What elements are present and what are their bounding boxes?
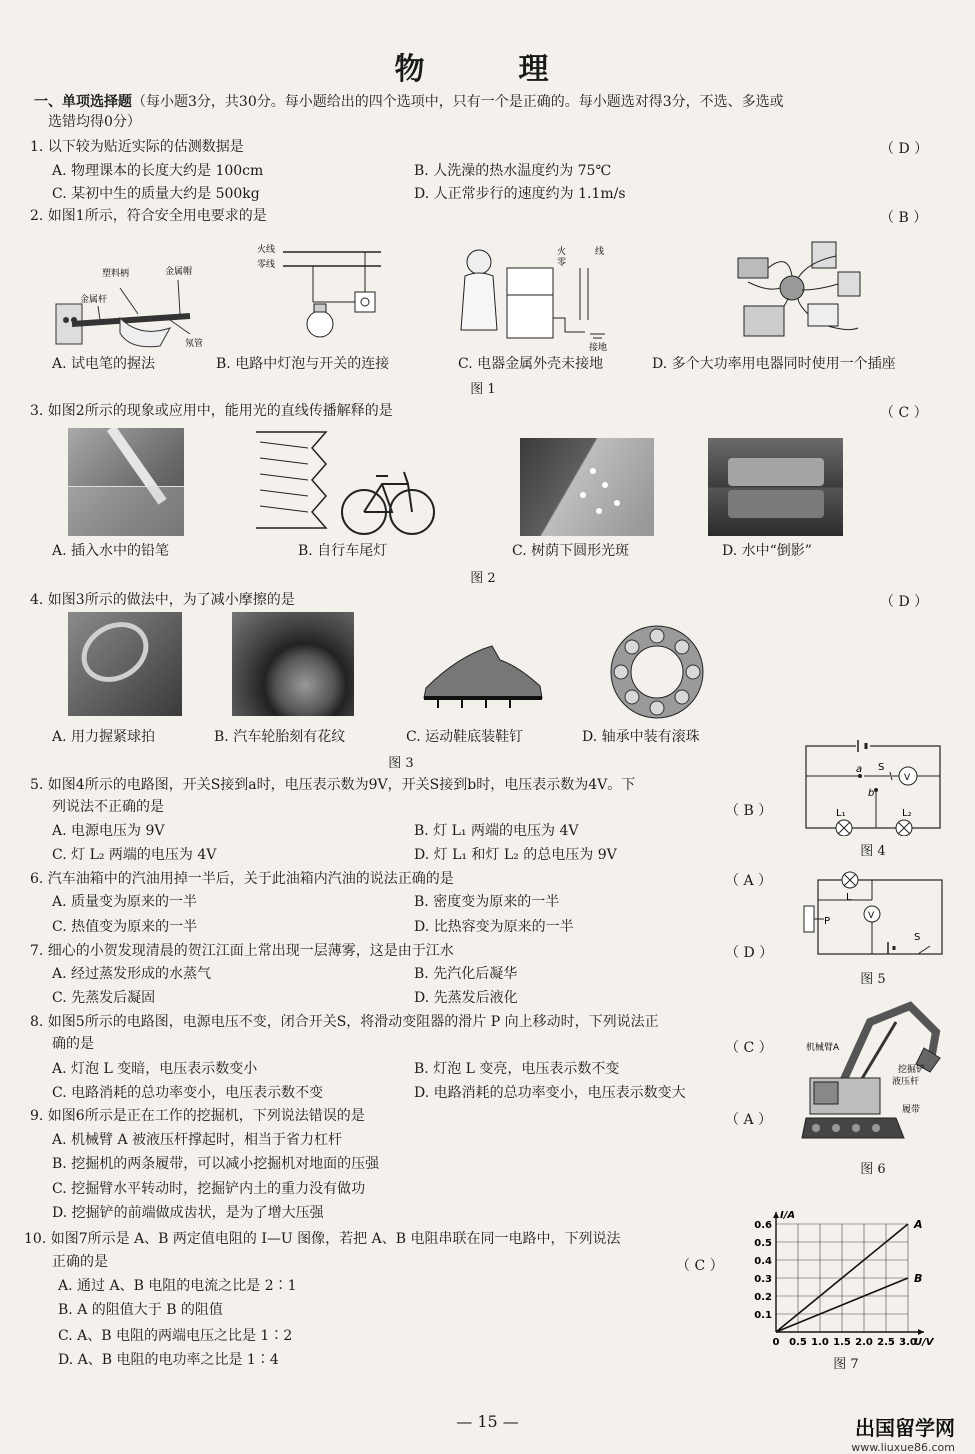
label-track: 履带 (902, 1105, 921, 1115)
q7-option-a: A. 经过蒸发形成的水蒸气 (52, 966, 212, 982)
y-tick-label: 0.6 (754, 1220, 772, 1231)
label-neon-tube: 氖管 (185, 339, 204, 349)
q1-stem: 1. 以下较为贴近实际的估测数据是 (30, 139, 244, 155)
y-tick-label: 0.2 (754, 1292, 772, 1303)
x-tick-label: 3.0 (899, 1337, 917, 1348)
q3-option-d: D. 水中“倒影” (722, 543, 812, 559)
label-b: b (868, 788, 875, 799)
label-neutral-wire: 零线 (257, 260, 276, 270)
label-s: S (914, 932, 921, 943)
label-live: 火 (557, 247, 567, 257)
q3-option-c: C. 树荫下圆形光斑 (512, 543, 630, 559)
y-axis-arrow (773, 1212, 779, 1218)
q7-answer: （ D ） (725, 945, 774, 961)
x-tick-label: 0.5 (789, 1337, 807, 1348)
label-l2: L₂ (902, 808, 912, 819)
photo-tree-shade-light-spots (520, 438, 654, 536)
q7-stem: 7. 细心的小贺发现清晨的贺江江面上常出现一层薄雾，这是由于江水 (30, 943, 454, 959)
x-tick-label: 1.0 (811, 1337, 829, 1348)
q5-option-a: A. 电源电压为 9V (52, 823, 165, 839)
section-header (34, 92, 949, 132)
label-l1: L₁ (836, 808, 846, 819)
q8-answer: （ C ） (725, 1040, 773, 1056)
figure-5-circuit (798, 870, 948, 962)
label-hydraulic-cylinder: 液压杆 (892, 1077, 920, 1087)
q10-option-c: C. A、B 电阻的两端电压之比是 1∶2 (58, 1328, 293, 1344)
q10-answer: （ C ） (676, 1258, 724, 1274)
q10-stem-2: 正确的是 (52, 1254, 108, 1270)
q6-option-b: B. 密度变为原来的一半 (414, 894, 560, 910)
q5-option-d: D. 灯 L₁ 和灯 L₂ 的总电压为 9V (414, 847, 617, 863)
q8-stem: 8. 如图5所示的电路图，电源电压不变，闭合开关S，将滑动变阻器的滑片 P 向上移动时，下列说法正 (30, 1014, 659, 1030)
q2-option-d: D. 多个大功率用电器同时使用一个插座 (652, 356, 896, 372)
q3-option-b: B. 自行车尾灯 (298, 543, 388, 559)
watermark-line-2: www.liuxue86.com (851, 1441, 955, 1454)
section-instructions: （每小题3分，共30分。每小题给出的四个选项中，只有一个是正确的。每小题选对得3分，不选、多选或 (132, 94, 784, 110)
label-voltmeter: V (868, 911, 875, 921)
photo-gripping-racket (68, 612, 182, 716)
q2-option-c: C. 电器金属外壳未接地 (458, 356, 604, 372)
figure-3-caption: 图 3 (388, 756, 414, 771)
q9-answer: （ A ） (725, 1112, 773, 1128)
q6-stem: 6. 汽车油箱中的汽油用掉一半后，关于此油箱内汽油的说法正确的是 (30, 871, 454, 887)
q8-option-d: D. 电路消耗的总功率变小，电压表示数变大 (414, 1085, 686, 1101)
q2-stem: 2. 如图1所示，符合安全用电要求的是 (30, 208, 267, 224)
label-ground: 接地 (589, 343, 608, 352)
q7-option-d: D. 先蒸发后液化 (414, 990, 518, 1006)
q5-option-c: C. 灯 L₂ 两端的电压为 4V (52, 847, 217, 863)
label-l: L (846, 892, 852, 903)
q3-option-a: A. 插入水中的铅笔 (52, 543, 170, 559)
q2-option-b: B. 电路中灯泡与开关的连接 (216, 356, 390, 372)
label-p: P (824, 916, 831, 927)
q1-answer: （ D ） (880, 141, 929, 157)
series-label-b: B (914, 1272, 923, 1285)
q4-option-c: C. 运动鞋底装鞋钉 (406, 729, 524, 745)
q10-option-d: D. A、B 电阻的电功率之比是 1∶4 (58, 1352, 279, 1368)
figure-1a-test-pen (50, 258, 210, 350)
q2-answer: （ B ） (880, 210, 928, 226)
q8-stem-2: 确的是 (52, 1036, 94, 1052)
q8-option-c: C. 电路消耗的总功率变小，电压表示数不变 (52, 1085, 324, 1101)
figure-1-caption: 图 1 (470, 382, 496, 397)
x-axis-arrow (918, 1329, 924, 1335)
q9-option-b: B. 挖掘机的两条履带，可以减小挖掘机对地面的压强 (52, 1156, 380, 1172)
q1-option-b: B. 人洗澡的热水温度约为 75℃ (414, 163, 612, 179)
page-number: — 15 — (456, 1412, 519, 1431)
q5-stem-2: 列说法不正确的是 (52, 799, 164, 815)
label-metal-rod: 金属杆 (80, 295, 108, 305)
label-plastic-handle: 塑料柄 (102, 269, 130, 279)
section-instructions-2: 选错均得0分） (48, 114, 141, 130)
q4-option-d: D. 轴承中装有滚珠 (582, 729, 700, 745)
watermark (851, 1412, 955, 1454)
q9-option-c: C. 挖掘臂水平转动时，挖掘铲内土的重力没有做功 (52, 1181, 366, 1197)
q3-answer: （ C ） (880, 405, 928, 421)
figure-7-caption: 图 7 (833, 1357, 859, 1372)
section-heading: 一、单项选择题 (34, 94, 132, 110)
q6-option-a: A. 质量变为原来的一半 (52, 894, 198, 910)
page-title: 物 理 (394, 52, 581, 87)
q7-option-b: B. 先汽化后凝华 (414, 966, 518, 982)
label-voltmeter: V (904, 773, 911, 783)
q5-stem: 5. 如图4所示的电路图，开关S接到a时，电压表示数为9V，开关S接到b时，电压表示数为4V。下 (30, 777, 636, 793)
figure-4-caption: 图 4 (860, 844, 886, 859)
figure-1c-appliance-ungrounded (445, 240, 615, 352)
label-mechanical-arm: 机械臂A (806, 1043, 840, 1053)
figure-7-iu-chart (742, 1204, 952, 1352)
label-bucket: 挖掘铲 (898, 1065, 926, 1075)
label-live-wire: 火线 (257, 245, 276, 255)
q4-answer: （ D ） (880, 594, 929, 610)
figure-6-caption: 图 6 (860, 1162, 886, 1177)
q10-option-a: A. 通过 A、B 电阻的电流之比是 2∶1 (58, 1278, 297, 1294)
q7-option-c: C. 先蒸发后凝固 (52, 990, 156, 1006)
q8-option-a: A. 灯泡 L 变暗，电压表示数变小 (52, 1061, 258, 1077)
q9-stem: 9. 如图6所示是正在工作的挖掘机，下列说法错误的是 (30, 1108, 365, 1124)
label-a: a (856, 764, 863, 775)
q9-option-a: A. 机械臂 A 被液压杆撑起时，相当于省力杠杆 (52, 1132, 343, 1148)
x-tick-label: 2.5 (877, 1337, 895, 1348)
figure-5-caption: 图 5 (860, 972, 886, 987)
figure-2b-bicycle-reflector (252, 428, 437, 540)
label-neutral: 零 (557, 258, 567, 268)
watermark-line-1: 出国留学网 (855, 1416, 955, 1440)
figure-6-excavator (800, 992, 948, 1152)
q4-option-a: A. 用力握紧球拍 (52, 729, 156, 745)
y-tick-label: 0.3 (754, 1274, 772, 1285)
figure-3c-spiked-shoe (418, 636, 548, 716)
label-metal-cap: 金属帽 (165, 267, 193, 277)
photo-pencil-in-water (68, 428, 184, 536)
q2-option-a: A. 试电笔的握法 (52, 356, 156, 372)
photo-water-reflection (708, 438, 843, 536)
y-tick-label: 0.1 (754, 1310, 772, 1321)
figure-2-caption: 图 2 (470, 571, 496, 586)
label-s: S (878, 762, 885, 773)
x-tick-label: 2.0 (855, 1337, 873, 1348)
y-tick-label: 0.5 (754, 1238, 772, 1249)
q5-answer: （ B ） (725, 803, 773, 819)
q6-option-c: C. 热值变为原来的一半 (52, 919, 198, 935)
x-axis-label: U/V (914, 1337, 934, 1348)
figure-1b-bulb-switch (253, 240, 383, 345)
q5-option-b: B. 灯 L₁ 两端的电压为 4V (414, 823, 579, 839)
q10-option-b: B. A 的阻值大于 B 的阻值 (58, 1302, 223, 1318)
q1-option-d: D. 人正常步行的速度约为 1.1m/s (414, 186, 626, 202)
figure-3d-ball-bearing (605, 622, 709, 722)
y-tick-label: 0.4 (754, 1256, 772, 1267)
q4-stem: 4. 如图3所示的做法中，为了减小摩擦的是 (30, 592, 295, 608)
label-wire: 线 (595, 247, 605, 257)
series-label-a: A (914, 1218, 923, 1231)
figure-1d-overloaded-socket (728, 232, 868, 344)
q10-stem: 10. 如图7所示是 A、B 两定值电阻的 I—U 图像，若把 A、B 电阻串联在同一电路中，下列说法 (24, 1231, 621, 1247)
q8-option-b: B. 灯泡 L 变亮，电压表示数不变 (414, 1061, 620, 1077)
x-tick-label: 0 (772, 1337, 780, 1348)
photo-tire-tread (232, 612, 354, 716)
figure-4-circuit (798, 738, 948, 836)
q1-option-c: C. 某初中生的质量大约是 500kg (52, 186, 260, 202)
y-axis-label: I/A (780, 1210, 796, 1221)
q4-option-b: B. 汽车轮胎刻有花纹 (214, 729, 346, 745)
q6-option-d: D. 比热容变为原来的一半 (414, 919, 574, 935)
q6-answer: （ A ） (725, 873, 773, 889)
q9-option-d: D. 挖掘铲的前端做成齿状，是为了增大压强 (52, 1205, 324, 1221)
q1-option-a: A. 物理课本的长度大约是 100cm (52, 163, 264, 179)
q3-stem: 3. 如图2所示的现象或应用中，能用光的直线传播解释的是 (30, 403, 393, 419)
x-tick-label: 1.5 (833, 1337, 851, 1348)
